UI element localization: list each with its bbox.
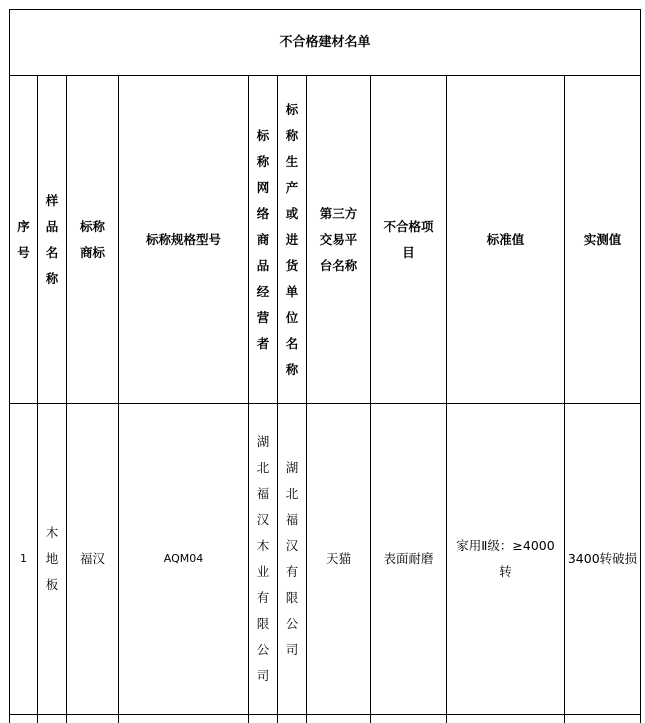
header-online-seller: 标称网络商品经营者	[249, 76, 278, 404]
header-sample-name: 样品名称	[38, 76, 67, 404]
unqualified-materials-table	[9, 9, 641, 723]
header-brand: 标称商标	[67, 76, 119, 404]
table-title: 不合格建材名单	[10, 10, 641, 76]
header-seq: 序号	[10, 76, 38, 404]
header-producer: 标称生产或进货单位名称	[278, 76, 307, 404]
header-measured: 实测值	[565, 76, 641, 404]
cell-failed-item: 表面耐磨	[371, 404, 447, 715]
cell-seq: 1	[10, 404, 38, 715]
cell-online-seller: 湖北福汉木业有限公司	[249, 404, 278, 715]
cell-platform: 天猫	[307, 404, 371, 715]
header-spec: 标称规格型号	[119, 76, 249, 404]
header-standard: 标准值	[447, 76, 565, 404]
cell-standard: 家用Ⅱ级：≥4000转	[447, 404, 565, 715]
cell-sample-name: 木地板	[38, 404, 67, 715]
header-failed-item: 不合格项目	[371, 76, 447, 404]
header-platform: 第三方交易平台名称	[307, 76, 371, 404]
table-row	[10, 404, 641, 715]
cell-brand: 福汉	[67, 404, 119, 715]
table-row-next	[10, 715, 641, 723]
cell-measured: 3400转破损	[565, 404, 641, 715]
cell-producer: 湖北福汉有限公司	[278, 404, 307, 715]
header-row	[10, 76, 641, 404]
cell-spec: AQM04	[119, 404, 249, 715]
